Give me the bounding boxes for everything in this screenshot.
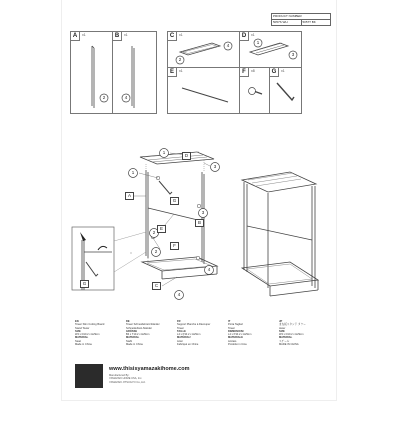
part-tag: G [170, 197, 179, 205]
column-line: MATERIAL [279, 336, 293, 340]
column-line: Acier [177, 339, 183, 343]
column-line: TAILLE [177, 329, 186, 333]
info-column-it [228, 320, 276, 346]
part-label: F [240, 68, 249, 77]
part-tag: A [125, 192, 134, 200]
callout-number: 2 [102, 95, 106, 100]
part-label: C [168, 32, 177, 41]
part-tag: F [170, 242, 179, 250]
column-line: MATÉRIAU [177, 336, 191, 340]
column-line: Stahl [126, 339, 132, 343]
brand-logo: Yamazaki [75, 364, 103, 388]
column-title: IT [228, 320, 231, 323]
column-line: Tower Schneidebrett-Ständer [126, 323, 160, 327]
column-line: L4 x P10.2 x H29cm [177, 333, 201, 337]
column-line: Prodotto in Cina [228, 343, 247, 347]
part-quantity: x1 [124, 33, 128, 37]
part-label: G [270, 68, 279, 77]
part-quantity: x8 [251, 69, 255, 73]
part-tag: E [157, 225, 166, 233]
product-code: 5057T BK [301, 20, 331, 25]
part-tag: C [152, 282, 161, 290]
info-column-fr [177, 320, 225, 346]
callout-number: 2 [178, 57, 182, 62]
product-info-columns [75, 320, 327, 346]
column-line: Schneidebrett-Ständer [126, 326, 152, 330]
column-line: Made in China [126, 343, 143, 347]
info-column-en [75, 320, 123, 346]
column-line: まな板スタンド タワー [279, 323, 306, 327]
part-tag: D [182, 152, 191, 160]
callout-number: 1 [256, 40, 260, 45]
column-line: Stand Tower [75, 326, 90, 330]
footer-line: YAMAZAKI HOME USA, Inc. [109, 377, 143, 381]
column-line: Tower [177, 326, 184, 330]
footer-line: YAMAZAKI JITSUGYO Co.,Ltd. [109, 380, 146, 384]
column-title: JP [279, 320, 283, 323]
column-line: L4 x P10.2 x H29cm [228, 333, 252, 337]
column-line: tower [279, 326, 286, 330]
footer-line: Manufactured By: [109, 374, 130, 377]
column-line: SIZE [279, 329, 285, 333]
info-column-jp [279, 320, 327, 346]
info-column-de [126, 320, 174, 346]
part-quantity: x1 [82, 33, 86, 37]
column-line: Tower Slim Cutting Board [75, 323, 105, 327]
website-url[interactable]: www.thisisyamazakihome.com [109, 366, 190, 372]
part-tag: B [195, 219, 204, 227]
part-label: B [113, 32, 122, 41]
callout-number: 1 [131, 170, 135, 175]
column-line: B4 x T10.2 x H29cm [126, 333, 150, 337]
column-line: Fabriqué en Chine [177, 343, 199, 347]
callout-number: 3 [201, 210, 205, 215]
part-label: D [240, 32, 249, 41]
part-tag: G [80, 280, 89, 288]
callout-number: 4 [177, 292, 181, 297]
column-line: MADE IN CHINA [279, 343, 299, 347]
column-line: SIZE [75, 329, 81, 333]
callout-number: 3 [213, 164, 217, 169]
part-label: A [71, 32, 80, 41]
column-title: EN [75, 320, 79, 323]
part-quantity: x1 [179, 69, 183, 73]
part-quantity: x1 [251, 33, 255, 37]
column-line: Support Planche à Découper [177, 323, 211, 327]
instruction-sheet [62, 0, 336, 400]
column-title: DE [126, 320, 130, 323]
column-line: GRÖSSE [126, 329, 138, 333]
part-quantity: x1 [179, 33, 183, 37]
column-line: Acciaio [228, 339, 237, 343]
product-code: 5057S WH [273, 20, 288, 24]
callout-number: 4 [124, 95, 128, 100]
callout-number: 4 [226, 43, 230, 48]
exploded-assembly-diagram [62, 0, 336, 320]
column-line: Made in China [75, 343, 92, 347]
column-line: W4 x D10.2 x H29cm [279, 333, 304, 337]
column-line: スチール [279, 339, 290, 343]
manufacturer-info [109, 374, 145, 384]
column-title: FR [177, 320, 181, 323]
column-line: Porta Taglieri [228, 323, 244, 327]
part-label: E [168, 68, 177, 77]
callout-number: 2 [152, 230, 156, 235]
callout-number: 4 [207, 267, 211, 272]
footer [75, 364, 325, 395]
column-line: MATERIALE [228, 336, 243, 340]
product-number-label: PRODUCT NUMBER [273, 14, 302, 18]
column-line: MATERIAL [75, 336, 89, 340]
callout-number: 3 [291, 52, 295, 57]
column-line: MATERIAL [126, 336, 140, 340]
column-line: Steel [75, 339, 81, 343]
callout-number: 1 [162, 150, 166, 155]
column-line: Tower [228, 326, 235, 330]
part-quantity: x1 [281, 69, 285, 73]
column-line: W4 x D10.2 x H29cm [75, 333, 100, 337]
column-line: DIMENSIONI [228, 329, 244, 333]
callout-number: 2 [154, 249, 158, 254]
